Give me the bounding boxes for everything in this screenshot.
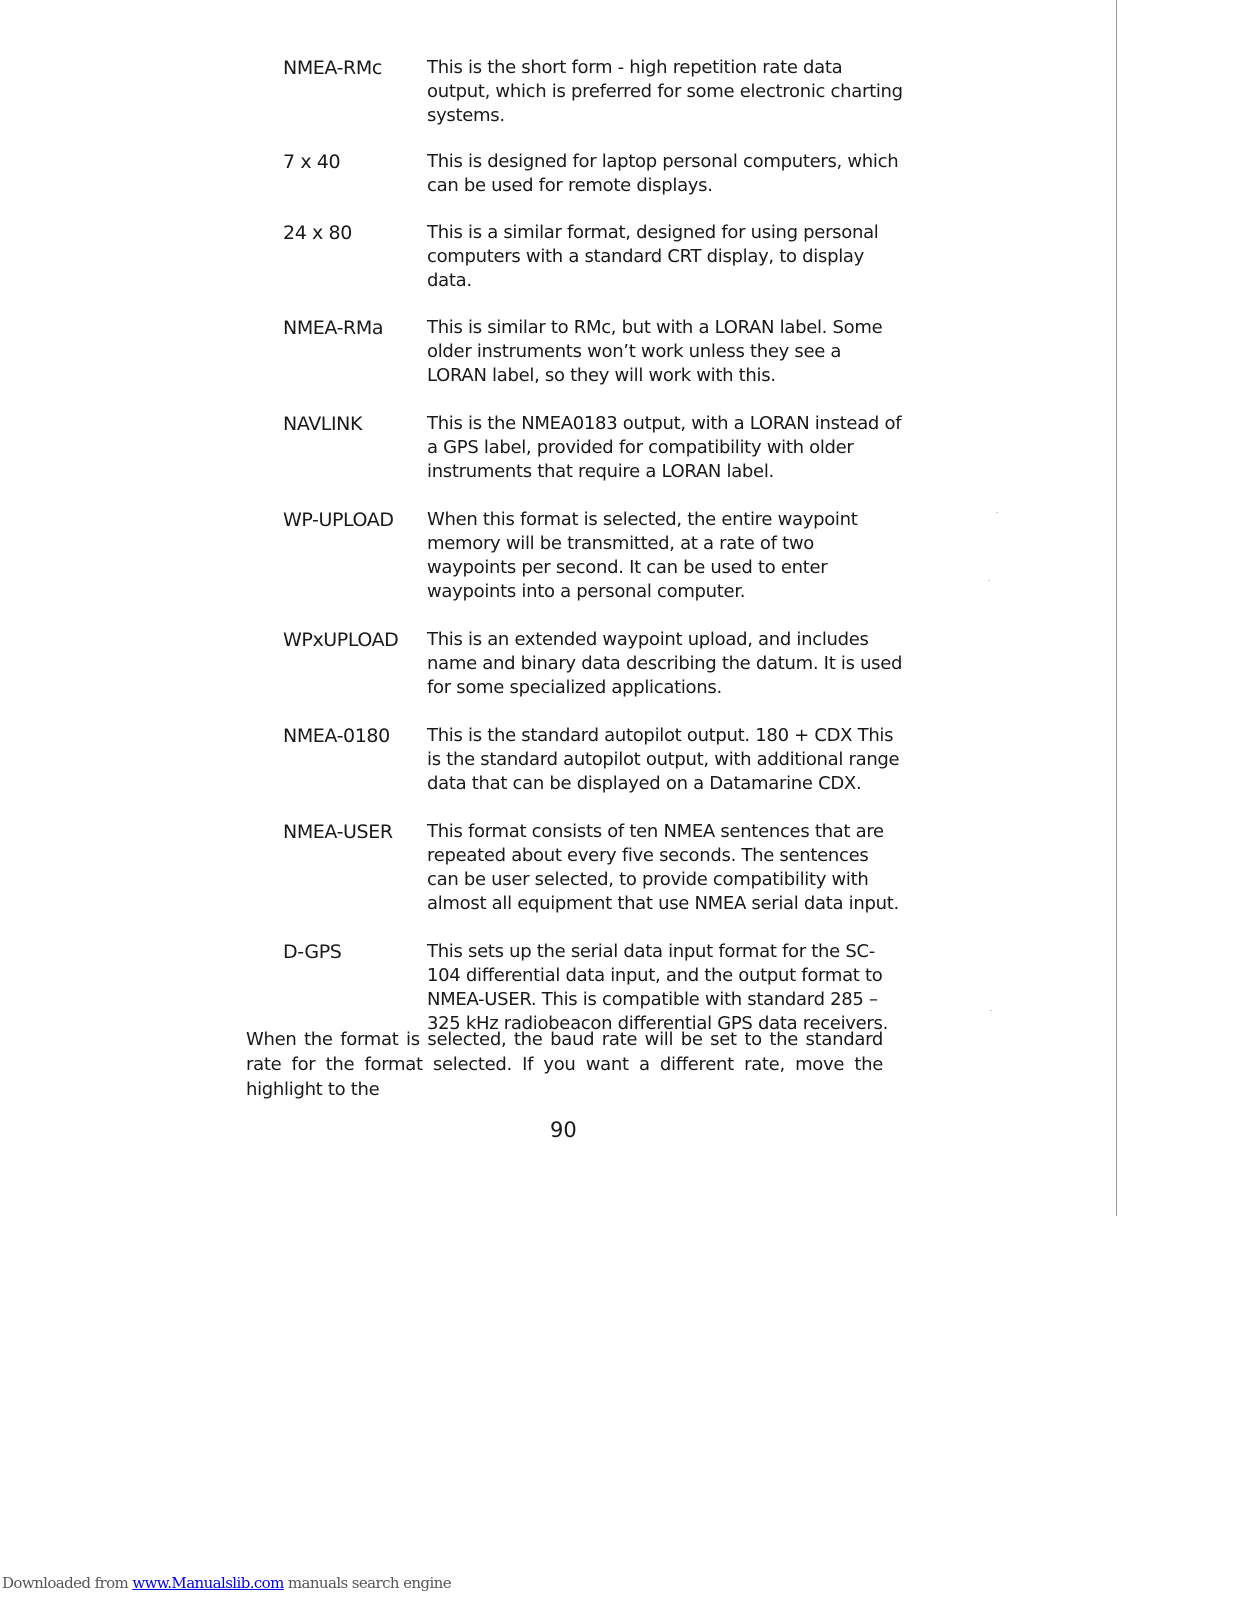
definition-entry [283,412,903,484]
definition-entry [283,820,903,916]
format-term: 7 x 40 [283,151,341,173]
format-description: This is the short form - high repetition rate data output, which is preferred for some electronic charting systems. [427,57,903,126]
definition-entry [283,56,903,128]
format-term: NMEA-USER [283,821,393,843]
format-term: WPxUPLOAD [283,629,399,651]
scan-speck [988,580,990,581]
format-term: NMEA-0180 [283,725,390,747]
format-description: This is the NMEA0183 output, with a LORAN instead of a GPS label, provided for compatibility with older instruments that require a LORAN label. [427,413,902,482]
format-term: WP-UPLOAD [283,509,394,531]
page-edge-rule [1116,0,1117,1216]
format-description: This format consists of ten NMEA sentences that are repeated about every five seconds. The sentences can be user selected, to provide compatibility with almost all equipment that use NMEA serial data input. [427,821,899,914]
format-description: When this format is selected, the entire waypoint memory will be transmitted, at a rate of two waypoints per second. It can be used to enter waypoints into a personal computer. [427,509,858,602]
definition-entry [283,628,903,700]
definition-entry [283,940,903,1036]
manualslib-link[interactable]: www.Manualslib.com [132,1574,284,1592]
format-description: This is the standard autopilot output. 180 + CDX This is the standard autopilot output, with additional range data that can be displayed on a Datamarine CDX. [427,725,900,794]
format-definition-list [283,56,903,1036]
format-term: NAVLINK [283,413,363,435]
scan-speck [996,512,998,513]
page-number: 90 [550,1118,577,1142]
definition-entry [283,316,903,388]
format-description: This sets up the serial data input format for the SC-104 differential data input, and the output format to NMEA-USER. This is compatible with standard 285 – 325 kHz radiobeacon differential GPS data receivers. [427,941,889,1034]
format-description: This is designed for laptop personal computers, which can be used for remote displays. [427,151,899,196]
definition-entry [283,724,903,796]
download-footer [2,1573,451,1593]
footer-prefix: Downloaded from [2,1574,133,1592]
footer-suffix: manuals search engine [283,1574,451,1592]
format-term: 24 x 80 [283,222,352,244]
format-term: D-GPS [283,941,342,963]
format-term: NMEA-RMa [283,317,384,339]
baud-rate-paragraph: When the format is selected, the baud rate will be set to the standard rate for the format selected. If you want a different rate, move the highlight to the [246,1029,883,1100]
format-description: This is similar to RMc, but with a LORAN label. Some older instruments won’t work unless they see a LORAN label, so they will work with this. [427,317,883,386]
definition-entry [283,508,903,604]
format-description: This is a similar format, designed for using personal computers with a standard CRT display, to display data. [427,222,879,291]
format-description: This is an extended waypoint upload, and includes name and binary data describing the datum. It is used for some specialized applications. [427,629,903,698]
format-term: NMEA-RMc [283,57,382,79]
scan-speck [990,1010,992,1011]
definition-entry [283,221,903,293]
definition-entry [283,150,903,198]
